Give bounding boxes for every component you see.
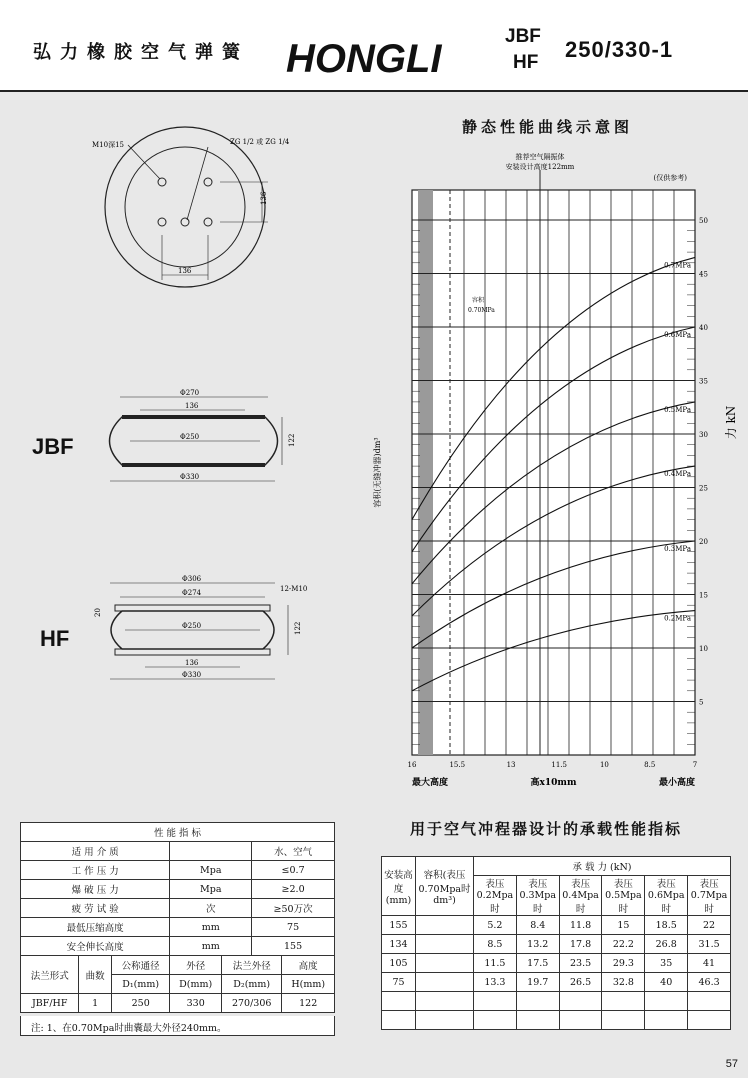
series-label: 0.3MPa xyxy=(664,545,691,553)
dim-a: 136 xyxy=(260,191,268,205)
hf-height: 122 xyxy=(294,621,302,635)
static-performance-chart xyxy=(360,145,745,795)
model-number: 250/330-1 xyxy=(565,37,674,62)
hf-flange: 20 xyxy=(94,608,102,617)
x-tick-label: 7 xyxy=(692,761,698,769)
x-tick-label: 13 xyxy=(506,761,516,769)
hf-d-bolt: Φ274 xyxy=(182,589,202,597)
load-row: 105 11.5 17.5 23.5 29.3 35 41 xyxy=(382,954,731,973)
perf-row: 疲 劳 试 验 次 ≥50万次 xyxy=(21,899,335,918)
chart-title: 静态性能曲线示意图 xyxy=(462,118,634,136)
volume-note: 容积 xyxy=(472,297,485,304)
load-empty-row xyxy=(382,992,731,1011)
x-tick-label: 15.5 xyxy=(449,761,466,769)
hf-d-max: Φ330 xyxy=(182,671,202,679)
perf-row: 适 用 介 质 水、空气 xyxy=(21,842,335,861)
hf-bolt2: 136 xyxy=(185,659,199,667)
x-tick-label: 8.5 xyxy=(644,761,656,769)
x-tick-label: 11.5 xyxy=(551,761,567,769)
jbf-label: JBF xyxy=(32,434,74,459)
hf-d-inner: Φ250 xyxy=(182,622,202,630)
y-tick-label: 30 xyxy=(699,431,708,439)
jbf-d-outer: Φ270 xyxy=(180,389,200,397)
perf-value-row: JBF/HF 1 250 330 270/306 122 xyxy=(21,994,335,1013)
x-tick-label: 16 xyxy=(407,761,417,769)
perf-row: 工 作 压 力 Mpa ≤0.7 xyxy=(21,861,335,880)
load-row: 75 13.3 19.7 26.5 32.8 40 46.3 xyxy=(382,973,731,992)
performance-table xyxy=(20,822,335,1013)
perf-unit-row: D₁(mm) D(mm) D₂(mm) H(mm) xyxy=(21,975,335,994)
x-axis-label-right: 最小高度 xyxy=(658,778,695,788)
jbf-d-bolt: 136 xyxy=(185,402,199,410)
y-tick-label: 45 xyxy=(699,270,708,279)
load-col-row: 表压0.2Mpa时 表压0.3Mpa时 表压0.4Mpa时 表压0.5Mpa时 表压0.6Mpa时 表压0.7Mpa时 xyxy=(382,876,731,916)
company-name: 弘力橡胶空气弹簧 xyxy=(33,42,249,63)
recommend-note-2: 安装设计高度122mm xyxy=(505,163,575,171)
jbf-height: 122 xyxy=(288,433,296,447)
dim-b: 136 xyxy=(178,267,192,275)
volume-note-2: 0.70MPa xyxy=(468,307,495,314)
series-label: 0.2MPa xyxy=(664,614,691,623)
load-row: 155 5.2 8.4 11.8 15 18.5 22 xyxy=(382,916,731,935)
jbf-drawing xyxy=(100,385,310,495)
recommend-note: 推荐空气隔振体 xyxy=(515,153,565,161)
series-label: 0.7MPa xyxy=(664,261,691,270)
series-label: 0.6MPa xyxy=(664,331,691,339)
max-height-band xyxy=(418,190,433,755)
jbf-d-max: Φ330 xyxy=(180,473,200,481)
jbf-d-inner: Φ250 xyxy=(180,433,200,441)
perf-title: 性 能 指 标 xyxy=(21,823,335,842)
hf-label: HF xyxy=(40,626,70,651)
series-label: 0.4MPa xyxy=(664,470,691,479)
port-label: M10深15 xyxy=(92,141,124,149)
hf-d-outer: Φ306 xyxy=(182,575,202,583)
load-row: 134 8.5 13.2 17.8 22.2 26.8 31.5 xyxy=(382,935,731,954)
model-top: JBF xyxy=(505,26,541,47)
reference-note: (仅供参考) xyxy=(653,174,687,182)
load-empty-row xyxy=(382,1011,731,1030)
load-table-title: 用于空气冲程器设计的承载性能指标 xyxy=(410,820,683,838)
y-tick-label: 35 xyxy=(699,377,708,386)
top-view-drawing xyxy=(80,125,300,310)
y-tick-label: 50 xyxy=(699,217,708,225)
page-number: 57 xyxy=(725,1058,738,1070)
load-table xyxy=(381,856,731,1030)
brand-text: HONGLI xyxy=(286,37,442,78)
perf-header-row: 法兰形式 曲数 公称通径 外径 法兰外径 高度 xyxy=(21,956,335,975)
page-header xyxy=(0,0,748,92)
thread-label: ZG 1/2 或 ZG 1/4 xyxy=(230,138,290,146)
series-label: 0.5MPa xyxy=(664,405,691,414)
y-tick-label: 15 xyxy=(699,591,708,600)
x-tick-label: 10 xyxy=(599,761,609,769)
x-axis-label: 高x10mm xyxy=(530,778,577,788)
y-axis-label-left: 容积(无缝冲器)dm³ xyxy=(373,437,382,508)
brand-logo xyxy=(284,28,474,78)
y-tick-label: 25 xyxy=(699,484,708,493)
load-header-row: 安装高度(mm) 容积(表压0.70Mpa时dm³) 承 载 力 (kN) xyxy=(382,857,731,876)
y-tick-label: 10 xyxy=(699,645,708,653)
x-axis-label-left: 最大高度 xyxy=(412,778,449,788)
perf-row: 最低压缩高度 mm 75 xyxy=(21,918,335,937)
y-tick-label: 5 xyxy=(699,698,704,707)
y-tick-label: 20 xyxy=(699,538,708,546)
y-axis-label-right: 力 kN xyxy=(724,405,738,440)
hf-thread: 12-M10 xyxy=(280,585,308,593)
perf-note: 注: 1、在0.70Mpa时曲囊最大外径240mm。 xyxy=(20,1016,335,1036)
hf-drawing xyxy=(90,575,315,695)
perf-row: 安全伸长高度 mm 155 xyxy=(21,937,335,956)
perf-row: 爆 破 压 力 Mpa ≥2.0 xyxy=(21,880,335,899)
y-tick-label: 40 xyxy=(699,324,708,332)
model-bottom: HF xyxy=(513,52,539,73)
